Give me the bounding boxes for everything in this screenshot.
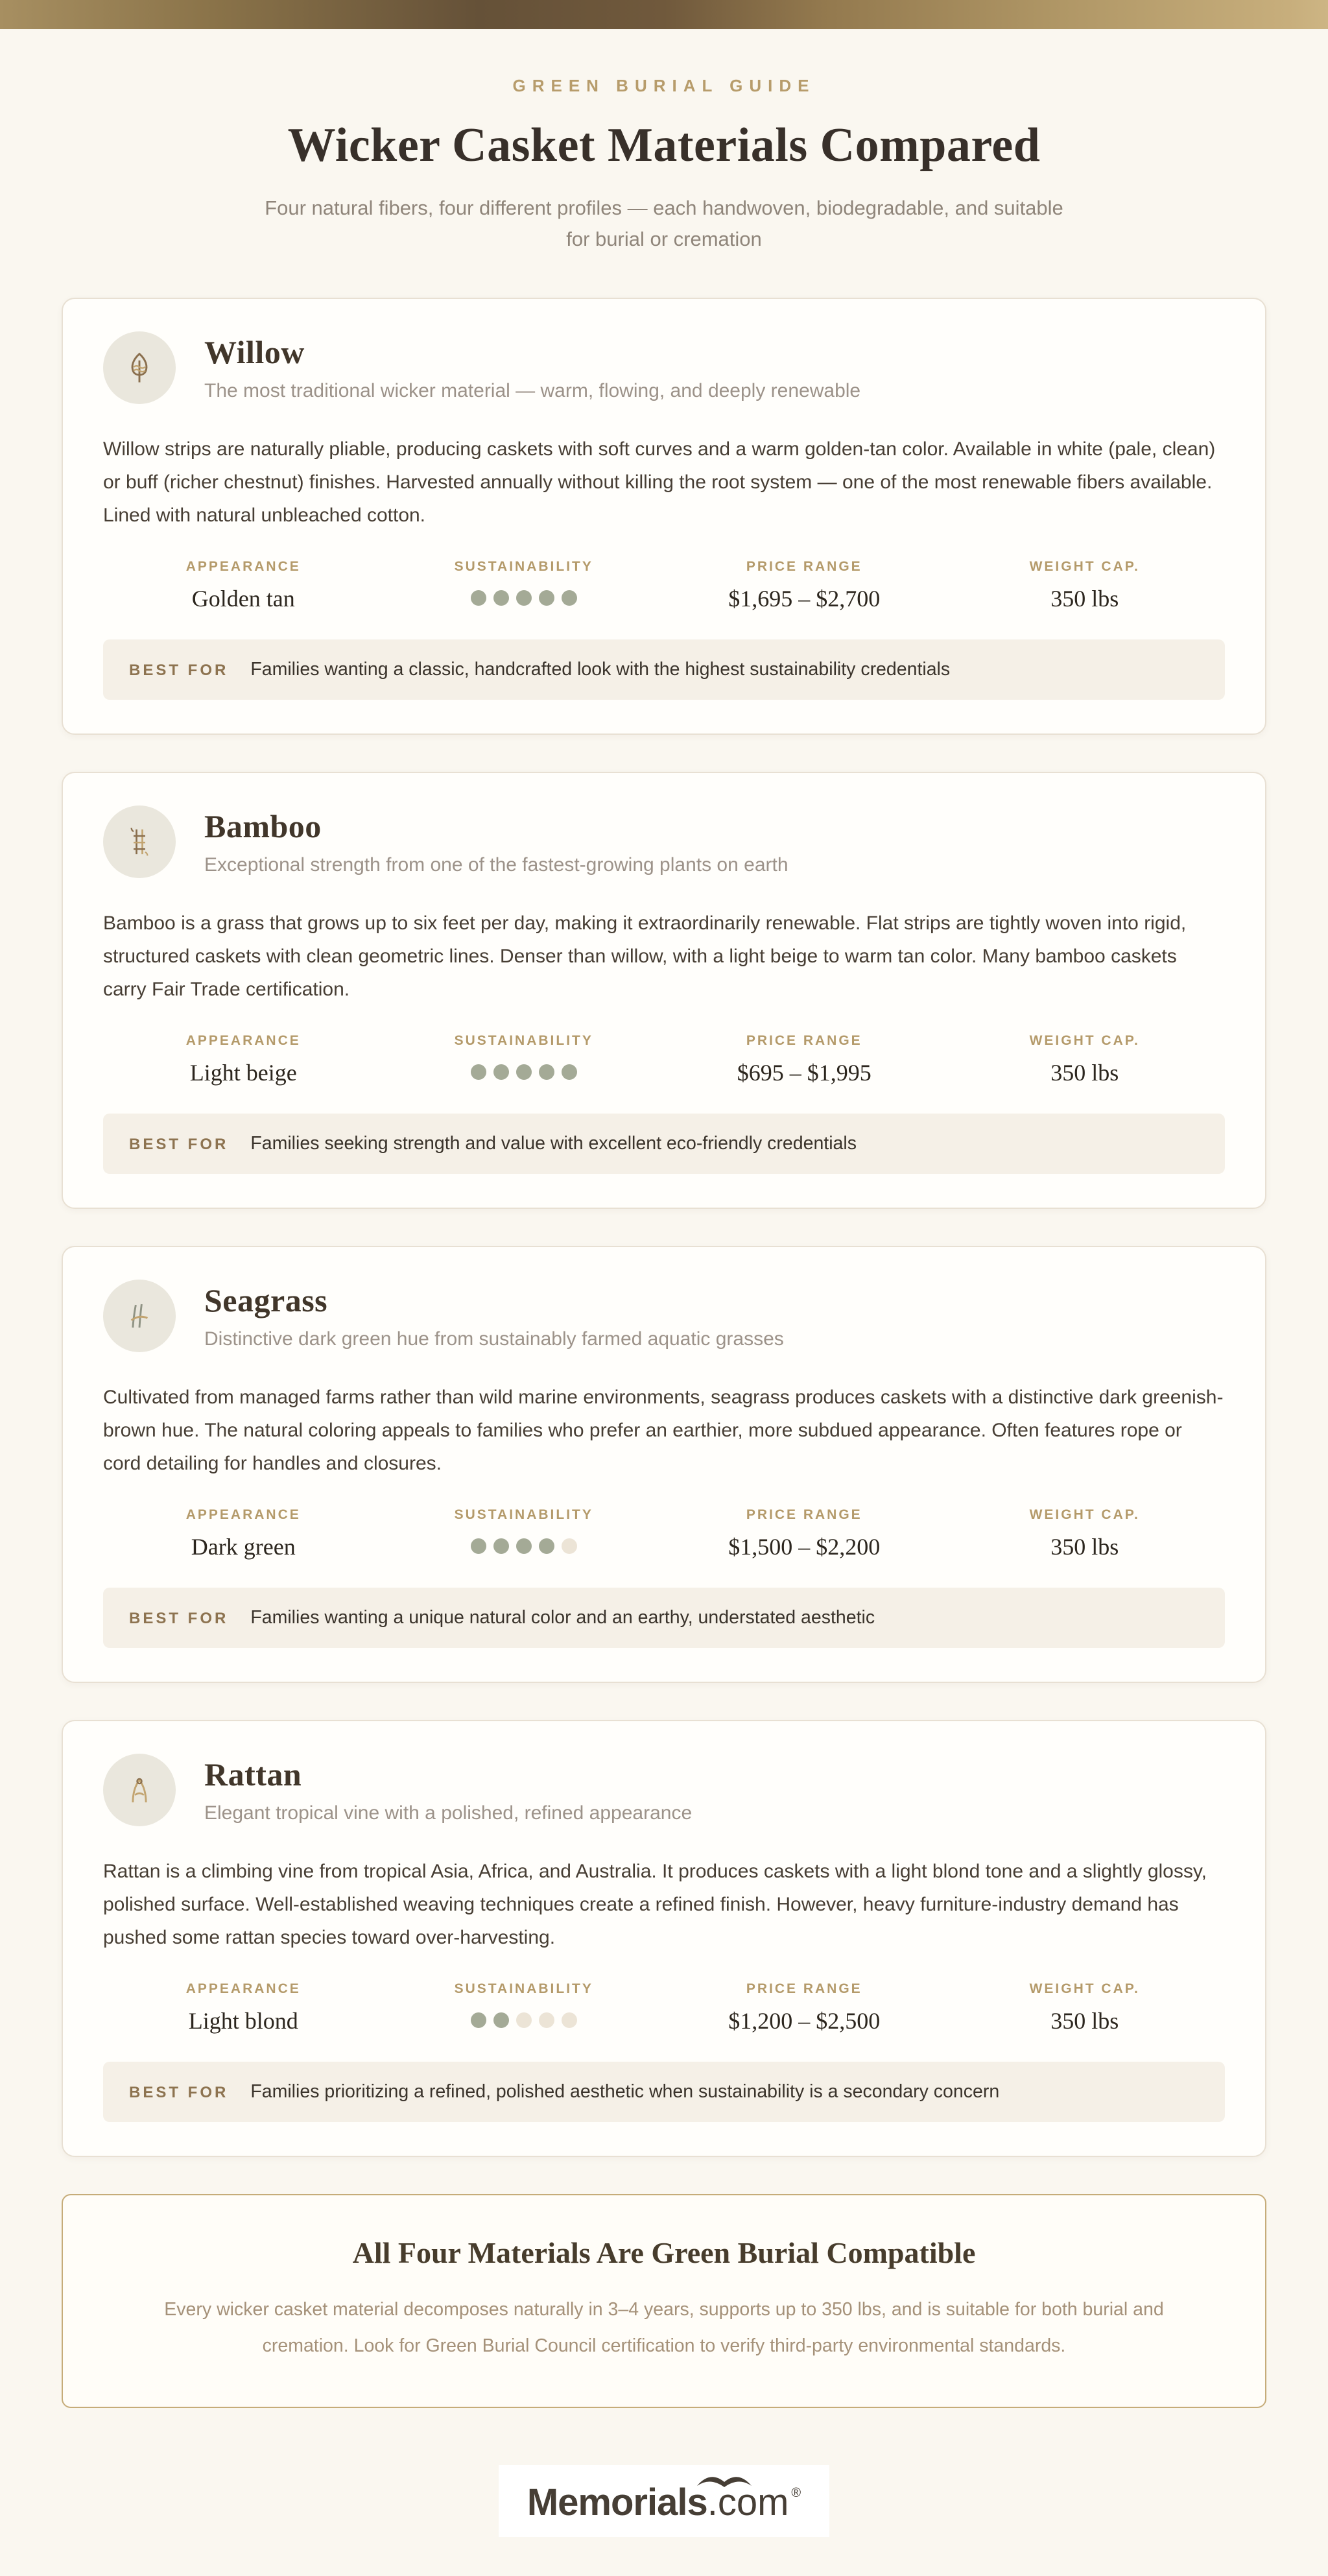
sustainability-dot-filled (562, 590, 577, 606)
sustainability-dot-filled (539, 1064, 554, 1080)
sustainability-rating (384, 1538, 665, 1554)
card-header (103, 331, 1225, 404)
stat-price (664, 1507, 945, 1560)
stat-value-price: $695 – $1,995 (737, 1060, 872, 1086)
stat-sustainability (384, 559, 665, 612)
seagrass-blades-icon (103, 1280, 176, 1352)
card-header (103, 1280, 1225, 1352)
best-for-banner (103, 2062, 1225, 2122)
best-for-label: BEST FOR (129, 1610, 229, 1628)
stat-value-price: $1,695 – $2,700 (728, 586, 881, 612)
sustainability-dot-empty (562, 2012, 577, 2028)
stat-sustainability (384, 1033, 665, 1086)
stat-value-appearance: Dark green (191, 1534, 296, 1560)
sustainability-rating (384, 1064, 665, 1080)
best-for-text: Families wanting a unique natural color and an earthy, understated aesthetic (250, 1607, 875, 1628)
best-for-text: Families prioritizing a refined, polished aesthetic when sustainability is a secondary concern (250, 2081, 1000, 2103)
stat-value-price: $1,500 – $2,200 (728, 1534, 881, 1560)
stat-label-sustainability: SUSTAINABILITY (454, 1981, 593, 1997)
page-header (0, 29, 1328, 255)
best-for-banner (103, 639, 1225, 700)
stat-label-appearance: APPEARANCE (185, 1033, 301, 1049)
stat-label-sustainability: SUSTAINABILITY (454, 559, 593, 575)
stat-value-weight: 350 lbs (1050, 586, 1119, 612)
sustainability-dot-filled (471, 590, 486, 606)
material-name: Willow (204, 334, 305, 371)
material-description: Bamboo is a grass that grows up to six feet per day, making it extraordinarily renewable. Flat strips are tightly woven into rigid, structured caskets with clean geometric lines. Denser than willow, with a light beige to warm tan color. Many bamboo caskets carry Fair Trade certification. (103, 912, 1187, 1001)
material-name: Rattan (204, 1756, 302, 1793)
logo-text: Memorials (527, 2481, 707, 2524)
sustainability-rating (384, 590, 665, 606)
sustainability-dot-filled (562, 1064, 577, 1080)
material-description: Rattan is a climbing vine from tropical Asia, Africa, and Australia. It produces caskets with a light blond tone and a slightly glossy, polished surface. Well-established weaving techniques create a refined finish. However, heavy furniture-industry demand has pushed some rattan species toward over-harvesting. (103, 1861, 1207, 1949)
stat-weight (945, 559, 1226, 612)
stats-row (103, 1507, 1225, 1560)
sustainability-dot-filled (539, 590, 554, 606)
material-card-willow (62, 298, 1266, 735)
stat-label-price: PRICE RANGE (746, 1507, 862, 1523)
material-card-bamboo (62, 772, 1266, 1209)
stat-appearance (103, 1033, 384, 1086)
sustainability-dot-filled (516, 1538, 532, 1554)
card-header (103, 1754, 1225, 1826)
page-footer (62, 2465, 1266, 2576)
stat-label-price: PRICE RANGE (746, 1033, 862, 1049)
stat-label-sustainability: SUSTAINABILITY (454, 1507, 593, 1523)
stat-weight (945, 1033, 1226, 1086)
material-name: Seagrass (204, 1282, 328, 1319)
memorials-logo[interactable] (499, 2465, 829, 2537)
card-heading-text (204, 1282, 784, 1350)
decorative-top-bar (0, 0, 1328, 29)
stat-sustainability (384, 1507, 665, 1560)
stat-value-appearance: Golden tan (191, 586, 295, 612)
material-card-rattan (62, 1720, 1266, 2157)
bird-icon (693, 2469, 755, 2491)
rattan-vine-icon (103, 1754, 176, 1826)
stat-label-weight: WEIGHT CAP. (1029, 1981, 1140, 1997)
stat-label-weight: WEIGHT CAP. (1029, 1033, 1140, 1049)
best-for-label: BEST FOR (129, 2084, 229, 2102)
materials-list (62, 255, 1266, 2576)
stat-price (664, 559, 945, 612)
material-tagline: Distinctive dark green hue from sustainably farmed aquatic grasses (204, 1328, 784, 1350)
stat-value-weight: 350 lbs (1050, 1534, 1119, 1560)
sustainability-dot-filled (516, 590, 532, 606)
summary-title: All Four Materials Are Green Burial Compatible (352, 2236, 976, 2270)
stat-sustainability (384, 1981, 665, 2034)
sustainability-dot-filled (471, 1538, 486, 1554)
stat-label-weight: WEIGHT CAP. (1029, 559, 1140, 575)
stat-label-appearance: APPEARANCE (185, 559, 301, 575)
sustainability-dot-filled (493, 1538, 509, 1554)
stat-value-appearance: Light beige (189, 1060, 297, 1086)
material-tagline: Elegant tropical vine with a polished, refined appearance (204, 1802, 693, 1824)
stat-appearance (103, 559, 384, 612)
stats-row (103, 1033, 1225, 1086)
sustainability-dot-filled (493, 1064, 509, 1080)
sustainability-dot-filled (471, 1064, 486, 1080)
stat-appearance (103, 1981, 384, 2034)
summary-callout (62, 2194, 1266, 2408)
material-description: Willow strips are naturally pliable, producing caskets with soft curves and a warm golden-tan color. Available in white (pale, clean) or buff (richer chestnut) finishes. Harvested annually without killing the root system — one of the most renewable fibers available. Lined with natural unbleached cotton. (103, 438, 1216, 527)
material-card-seagrass (62, 1246, 1266, 1683)
best-for-label: BEST FOR (129, 662, 229, 680)
sustainability-dot-filled (539, 1538, 554, 1554)
page-title: Wicker Casket Materials Compared (287, 119, 1041, 172)
card-heading-text (204, 1756, 692, 1824)
stat-value-appearance: Light blond (188, 2008, 298, 2034)
stat-value-weight: 350 lbs (1050, 1060, 1119, 1086)
best-for-label: BEST FOR (129, 1136, 229, 1154)
best-for-banner (103, 1588, 1225, 1648)
stat-label-sustainability: SUSTAINABILITY (454, 1033, 593, 1049)
stat-price (664, 1033, 945, 1086)
page-subtitle: Four natural fibers, four different profiles — each handwoven, biodegradable, and suitable for burial or cremation (265, 197, 1063, 251)
best-for-text: Families wanting a classic, handcrafted look with the highest sustainability credentials (250, 659, 951, 680)
stat-value-price: $1,200 – $2,500 (728, 2008, 881, 2034)
best-for-text: Families seeking strength and value with excellent eco-friendly credentials (250, 1133, 857, 1154)
stat-label-appearance: APPEARANCE (185, 1507, 301, 1523)
material-name: Bamboo (204, 808, 322, 845)
sustainability-dot-filled (493, 590, 509, 606)
card-header (103, 805, 1225, 878)
sustainability-dot-empty (539, 2012, 554, 2028)
material-tagline: The most traditional wicker material — warm, flowing, and deeply renewable (204, 380, 861, 402)
sustainability-rating (384, 2012, 665, 2028)
stat-label-appearance: APPEARANCE (185, 1981, 301, 1997)
stat-label-price: PRICE RANGE (746, 1981, 862, 1997)
material-description: Cultivated from managed farms rather than wild marine environments, seagrass produces caskets with a distinctive dark greenish-brown hue. The natural coloring appeals to families who prefer an earthier, more subdued appearance. Often features rope or cord detailing for handles and closures. (103, 1387, 1224, 1475)
card-heading-text (204, 807, 788, 876)
sustainability-dot-filled (471, 2012, 486, 2028)
registered-trademark-icon: ® (791, 2486, 801, 2501)
stat-label-price: PRICE RANGE (746, 559, 862, 575)
sustainability-dot-empty (516, 2012, 532, 2028)
stats-row (103, 1981, 1225, 2034)
stat-weight (945, 1981, 1226, 2034)
stat-price (664, 1981, 945, 2034)
material-tagline: Exceptional strength from one of the fastest-growing plants on earth (204, 854, 788, 876)
logo-suffix: .com (707, 2481, 789, 2524)
stat-weight (945, 1507, 1226, 1560)
bamboo-stalk-icon (103, 805, 176, 878)
stat-value-weight: 350 lbs (1050, 2008, 1119, 2034)
card-heading-text (204, 333, 860, 402)
stat-label-weight: WEIGHT CAP. (1029, 1507, 1140, 1523)
stat-appearance (103, 1507, 384, 1560)
willow-leaf-icon (103, 331, 176, 404)
sustainability-dot-filled (493, 2012, 509, 2028)
sustainability-dot-filled (516, 1064, 532, 1080)
eyebrow-label: GREEN BURIAL GUIDE (512, 76, 816, 95)
stats-row (103, 559, 1225, 612)
best-for-banner (103, 1114, 1225, 1174)
summary-text: Every wicker casket material decomposes naturally in 3–4 years, supports up to 350 lbs, and is suitable for both burial and cremation. Look for Green Burial Council certification to verify third-party environmental standards. (164, 2299, 1164, 2356)
sustainability-dot-empty (562, 1538, 577, 1554)
